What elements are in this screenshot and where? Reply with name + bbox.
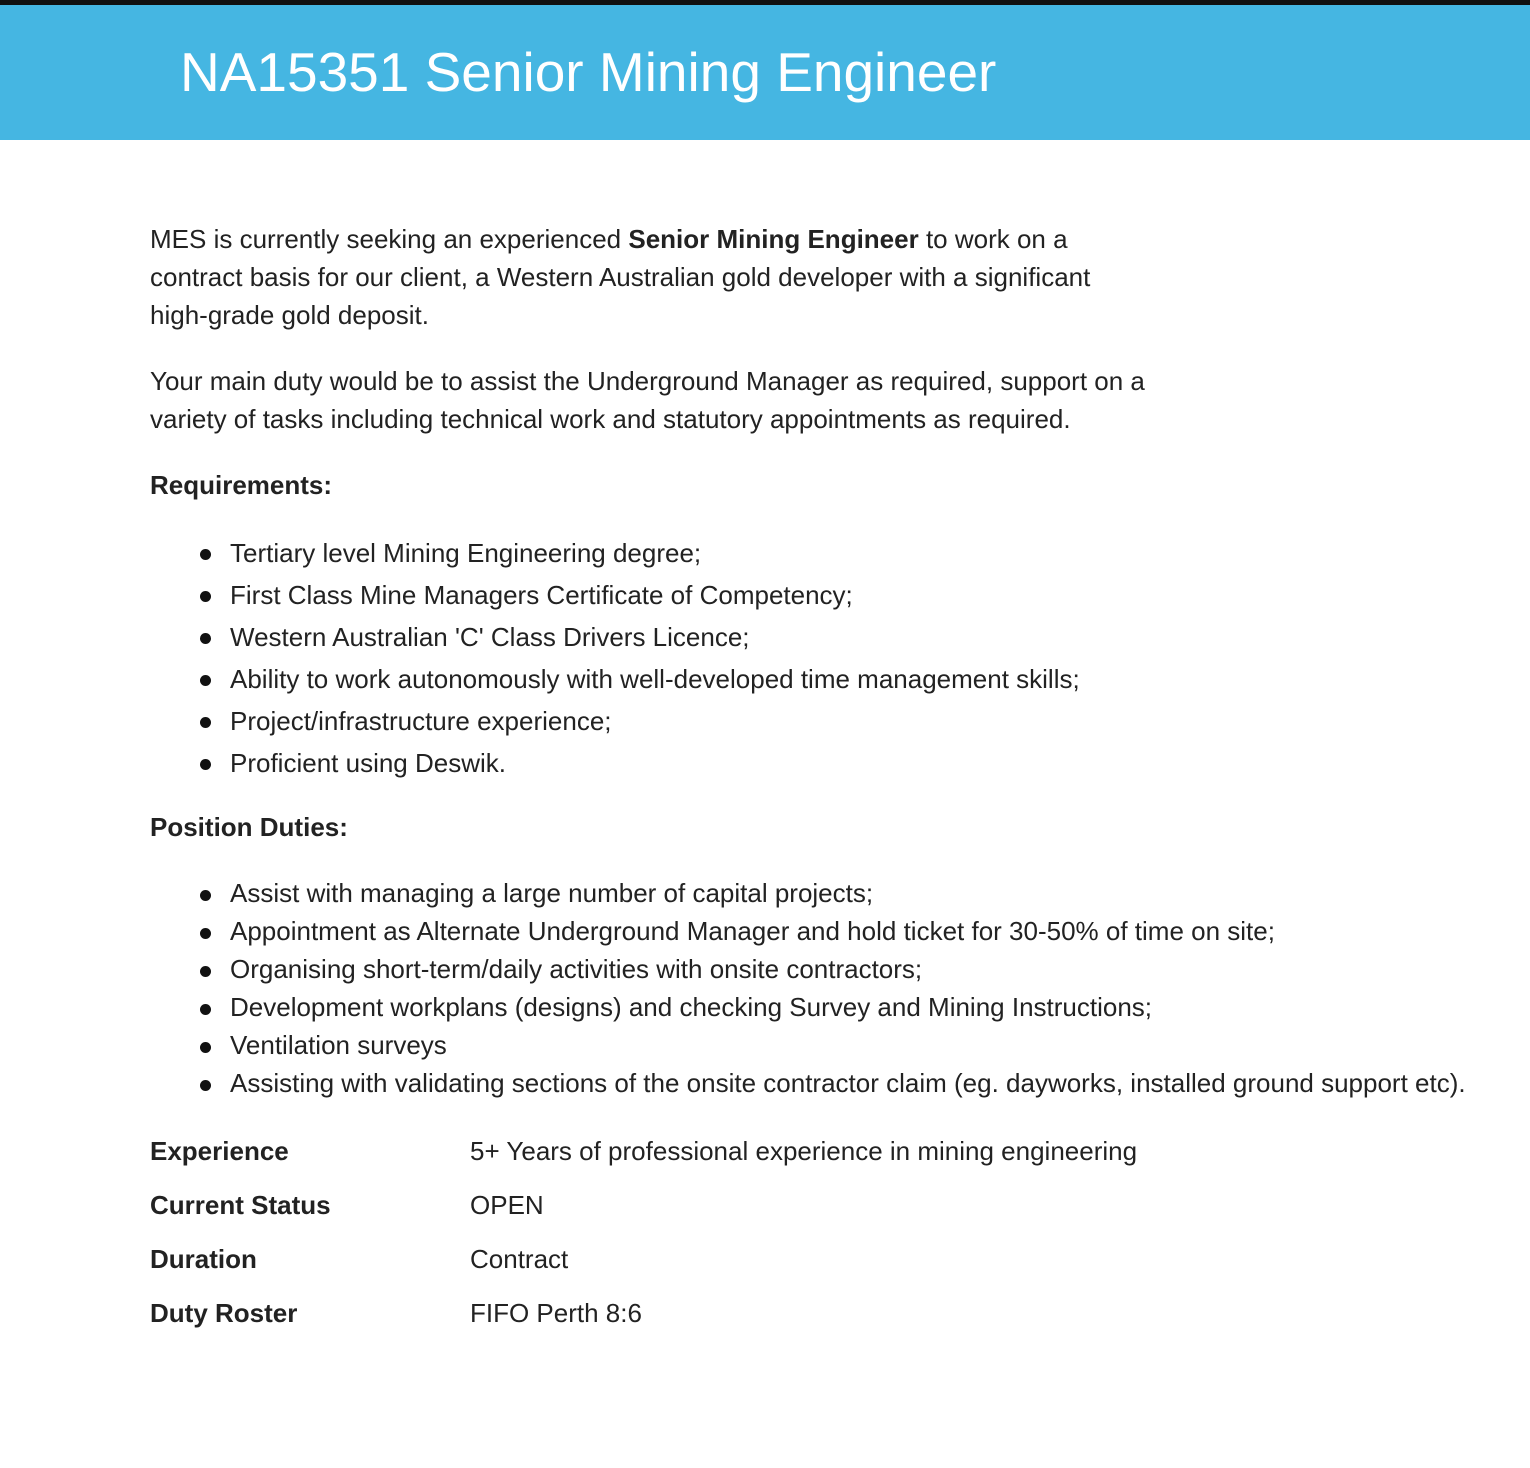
requirements-heading: Requirements:: [150, 470, 333, 500]
list-item: Project/infrastructure experience;: [230, 700, 1490, 742]
detail-row-roster: [150, 1294, 1490, 1348]
list-item: Assist with managing a large number of capital projects;: [230, 874, 1490, 912]
job-details-table: [150, 1132, 1490, 1348]
list-item: First Class Mine Managers Certificate of Competency;: [230, 574, 1490, 616]
intro-paragraph-2: Your main duty would be to assist the Underground Manager as required, support on a variety of tasks including technical work and statutory appointments as required.: [150, 366, 1145, 434]
job-description: [150, 220, 1490, 1348]
duties-heading: Position Duties:: [150, 812, 348, 842]
list-item: Organising short-term/daily activities with onsite contractors;: [230, 950, 1490, 988]
intro-position-name: Senior Mining Engineer: [628, 224, 919, 254]
duties-list: [150, 874, 1490, 1102]
list-item: Assisting with validating sections of the onsite contractor claim (eg. dayworks, installed ground support etc).: [230, 1064, 1490, 1102]
detail-value: Contract: [470, 1244, 569, 1274]
detail-row-experience: [150, 1132, 1490, 1186]
detail-row-duration: [150, 1240, 1490, 1294]
intro-text: MES is currently seeking an experienced: [150, 224, 629, 254]
list-item: Ventilation surveys: [230, 1026, 1490, 1064]
detail-label: Duty Roster: [150, 1298, 298, 1328]
list-item: Ability to work autonomously with well-developed time management skills;: [230, 658, 1490, 700]
list-item: Development workplans (designs) and checking Survey and Mining Instructions;: [230, 988, 1490, 1026]
detail-label: Experience: [150, 1136, 289, 1166]
status-value: OPEN: [470, 1190, 544, 1220]
page-title: NA15351 Senior Mining Engineer: [180, 41, 997, 103]
intro-text-continued: to work on a contract basis for our client, a Western Australian gold developer with a significant high-grade gold deposit.: [150, 224, 1091, 330]
list-item: Proficient using Deswik.: [230, 742, 1490, 784]
detail-value: 5+ Years of professional experience in mining engineering: [470, 1136, 1138, 1166]
list-item: Tertiary level Mining Engineering degree;: [230, 532, 1490, 574]
detail-label: Duration: [150, 1244, 257, 1274]
detail-value: FIFO Perth 8:6: [470, 1298, 642, 1328]
list-item: Appointment as Alternate Underground Manager and hold ticket for 30-50% of time on site;: [230, 912, 1490, 950]
list-item: Western Australian 'C' Class Drivers Licence;: [230, 616, 1490, 658]
detail-label: Current Status: [150, 1190, 331, 1220]
intro-paragraph-1: [150, 220, 1150, 334]
requirements-list: [150, 532, 1490, 784]
page-header: [0, 5, 1530, 140]
detail-row-status: [150, 1186, 1490, 1240]
